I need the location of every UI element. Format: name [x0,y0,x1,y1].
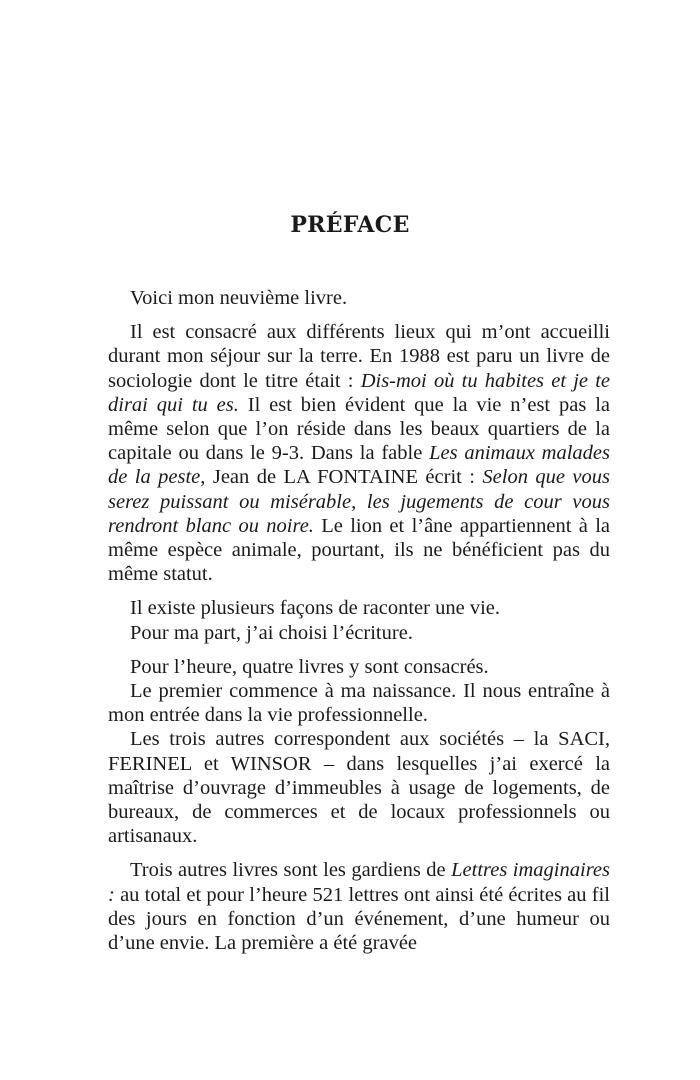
paragraph-intro: Voici mon neuvième livre. [130,287,348,309]
text-run: Trois autres livres sont les gardiens de [130,859,452,882]
fable-title-italic: Les animaux malades de la peste [108,442,611,489]
quote-italic: Selon que vous serez puissant ou misérable, les jugements de cour vous rendront blanc ou noire. [108,466,610,537]
text-run: Il est bien évident que la vie n’est pas la même selon que l’on réside dans les beaux quartiers de la capitale ou dans le 9-3. Dans la fable [108,393,610,465]
book-title-italic: Dis-moi où tu habites et je te dirai qui tu es. [108,369,610,416]
paragraph-first-book: Le premier commence à ma naissance. Il nous entraîne à mon entrée dans la vie professionnelle. [108,680,610,727]
paragraph-ways: Il existe plusieurs façons de raconter une vie. [130,597,501,620]
page-title: PRÉFACE [290,212,410,238]
text-run: au total et pour l’heure 521 lettres ont ainsi été écrites au fil des jours en fonction d’un événement, d’une humeur ou d’une envie. La première a été gravée [108,883,610,955]
paragraph-three-others: Les trois autres correspondent aux sociétés – la SACI, FERINEL et WINSOR – dans lesquelles j’ai exercé la maîtrise d’ouvrage d’immeubles à usage de logements, de bureaux, de commerces et de locaux professionnels ou artisanaux. [108,728,610,848]
text-run: Le lion et l’âne appartiennent à la même espèce animale, pourtant, ils ne bénéficient pas du même statut. [108,514,610,586]
letters-title-italic: Lettres imaginaires : [108,859,610,906]
paragraph-writing: Pour ma part, j’ai choisi l’écriture. [130,621,413,644]
paragraph-places [108,320,610,586]
paragraph-letters [108,858,610,955]
paragraph-four-books: Pour l’heure, quatre livres y sont consacrés. [130,655,489,678]
text-run: , Jean de LA FONTAINE écrit : [200,466,483,489]
preface-body [108,286,610,965]
text-run: Il est consacré aux différents lieux qui m’ont accueilli durant mon séjour sur la terre. En 1988 est paru un livre de sociologie dont le titre était : [108,321,610,392]
